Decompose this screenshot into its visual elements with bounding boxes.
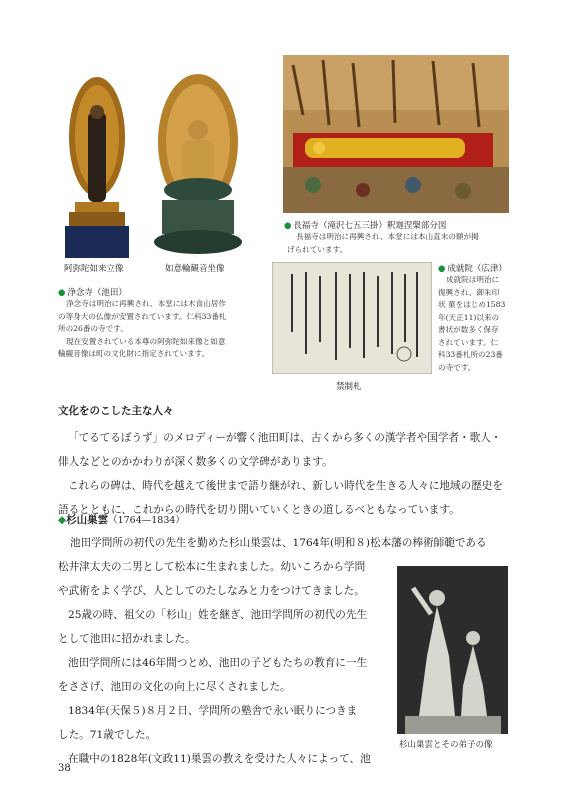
- chofukuji-line: げられています。: [287, 244, 348, 254]
- sugiyama-line: 1834年(天保５)８月２日、学問所の塾舎で永い眠りにつきま: [68, 705, 358, 717]
- sugiyama-dates: （1764—1834）: [108, 515, 185, 526]
- joshuin-title: ● 成就院（広津）: [438, 264, 507, 274]
- joshuin-line: 年(天正11)以来の: [438, 312, 500, 322]
- nirvana-painting-photo: [283, 55, 509, 213]
- joshuin-line: の寺です。: [438, 362, 476, 372]
- amida-statue-photo: [61, 72, 133, 258]
- joshuin-line: 復興され、御朱印: [438, 287, 500, 297]
- sugiyama-line-1: 池田学問所の初代の先生を勤めた杉山巣雲は、1764年(明和８)松本藩の棒術師範である: [70, 537, 487, 549]
- jokoji-line: 浄念寺は明治に再興され、本堂には木食山居作: [66, 299, 226, 308]
- bullet-dot-icon: ●: [58, 288, 66, 298]
- joshuin-line: 成就院は明治に: [446, 275, 500, 284]
- section-line: 「てるてるぼうず」のメロディーが響く池田町は、古くから多くの漢学者や国学者・歌人・: [68, 432, 502, 444]
- sugiyama-body: [58, 555, 371, 771]
- sugiyama-line: や武術をよく学び、人としてのたしなみと力をつけてきました。: [58, 585, 365, 597]
- sugiyama-line: 松井津太夫の二男として松本に生まれました。幼いころから学問: [58, 561, 366, 573]
- amida-caption: 阿弥陀如来立像: [64, 264, 124, 274]
- sugiyama-line: として池田に招かれました。: [58, 633, 196, 645]
- joshuin-line: 科33番札所の23番: [438, 350, 503, 359]
- sugiyama-line: 25歳の時、祖父の「杉山」姓を継ぎ、池田学問所の初代の先生: [68, 609, 368, 621]
- page-number: 38: [58, 763, 71, 774]
- sugiyama-heading: [58, 512, 185, 527]
- section-line: 俳人などとのかかわりが深く数多くの文学碑があります。: [58, 456, 333, 468]
- sugiyama-line: 在職中の1828年(文政11)巣雲の教えを受けた人々によって、池: [68, 753, 371, 765]
- joshuin-text: [438, 274, 522, 374]
- jokoji-line: の等身大の仏像が安置されています。仁科33番札: [58, 311, 227, 321]
- sugiyama-line: した。71歳でした。: [58, 729, 157, 741]
- section-line: これらの碑は、時代を越えて後世まで語り継がれ、新しい時代を生きる人々に地域の歴史を: [68, 480, 503, 492]
- kinsei-caption: 禁制札: [336, 382, 362, 392]
- sugiyama-line: をささげ、池田の文化の向上に尽くされました。: [58, 681, 291, 693]
- sugiyama-line: 池田学問所には46年間つとめ、池田の子どもたちの教育に一生: [68, 657, 368, 669]
- chofukuji-line: 長福寺は明治に再興され、本堂には本山直末の額が掲: [296, 232, 479, 241]
- section-line: 語るとともに、これからの時代を切り開いていくときの道しるべともなっています。: [58, 504, 460, 516]
- bullet-dot-icon: ●: [284, 221, 292, 231]
- jokoji-text: [58, 298, 268, 361]
- joshuin-line: されています。仁: [438, 337, 499, 347]
- jokoji-title: ● 浄念寺（池田）: [58, 288, 127, 298]
- section-heading: 文化をのこした主な人々: [58, 405, 174, 417]
- sugiyama-name: 杉山巣雲: [66, 514, 109, 526]
- nyoirin-caption: 如意輪観音坐像: [165, 264, 225, 274]
- jokoji-line: 現在安置されている本尊の阿弥陀如来像と如意: [66, 336, 226, 346]
- diamond-bullet-icon: ◆: [58, 514, 67, 526]
- sugiyama-caption: 杉山巣雲とその弟子の像: [399, 740, 493, 750]
- chofukuji-text: [287, 231, 518, 256]
- section-paragraph: [58, 426, 503, 522]
- jokoji-line: 所の26番の寺です。: [58, 324, 128, 333]
- sugiyama-statue-photo: [397, 566, 508, 734]
- joshuin-line: 書状が数多く保存: [438, 325, 499, 334]
- chofukuji-title: ● 長福寺（滝沢七五三掛）釈迦涅槃部分図: [284, 221, 447, 231]
- jokoji-line: 輪観音像は町の文化財に指定されています。: [58, 349, 210, 358]
- joshuin-line: 状 菓をはじめ1583: [438, 300, 506, 309]
- bullet-dot-icon: ●: [438, 264, 446, 274]
- nyoirin-statue-photo: [148, 72, 247, 258]
- kinsei-placard-photo: [272, 262, 432, 374]
